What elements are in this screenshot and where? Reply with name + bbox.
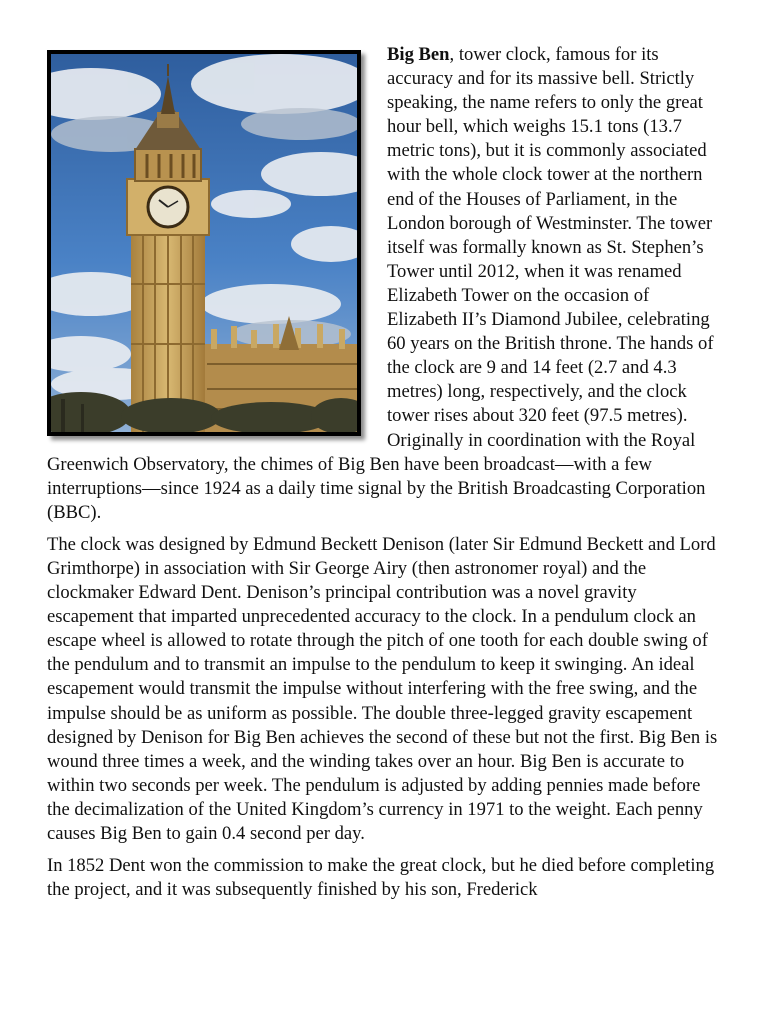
article-body [47, 43, 723, 910]
clock-tower-icon [51, 54, 357, 432]
lead-term: Big Ben [387, 44, 450, 65]
paragraph-1-text: , tower clock, famous for its accuracy and for its massive bell. Strictly speaking, the name refers to only the great hour bell, which weighs 15.1 tons (13.7 metric tons), but it is commonly associated with the whole clock tower at the northern end of the Houses of Parliament, in the London borough of Westminster. The tower itself was formally known as St. Stephen’s Tower until 2012, when it was renamed Elizabeth Tower on the occasion of Elizabeth II’s Diamond Jubilee, celebrating 60 years on the British throne. The hands of the clock are 9 and 14 feet (2.7 and 4.3 metres) long, respectively, and the clock tower rises about 320 feet (97.5 metres). Originally in coordination with the Royal Greenwich Observatory, the chimes of Big Ben have been broadcast—with a few interruptions—since 1924 as a daily time signal by the British Broadcasting Corporation (BBC). [47, 44, 714, 523]
paragraph-3: In 1852 Dent won the commission to make the great clock, but he died before completing the project, and it was subsequently finished by his son, Frederick [47, 855, 715, 901]
paragraph-2: The clock was designed by Edmund Beckett Denison (later Sir Edmund Beckett and Lord Grimthorpe) in association with Sir George Airy (then astronomer royal) and the clockmaker Edward Dent. Denison’s principal contribution was a novel gravity escapement that imparted unprecedented accuracy to the clock. In a pendulum clock an escape wheel is allowed to rotate through the pitch of one tooth for each double swing of the pendulum and to transmit an impulse to the pendulum to keep it swinging. An ideal escapement would transmit the impulse without interfering with the free swing, and the impulse should be as uniform as possible. The double three-legged gravity escapement designed by Denison for Big Ben achieves the second of these but not the first. Big Ben is wound three times a week, and the winding takes over an hour. Big Ben is accurate to within two seconds per week. The pendulum is adjusted by adding pennies made before the decimalization of the United Kingdom’s currency in 1971 to the weight. Each penny causes Big Ben to gain 0.4 second per day. [47, 533, 718, 844]
big-ben-photo [47, 50, 361, 436]
